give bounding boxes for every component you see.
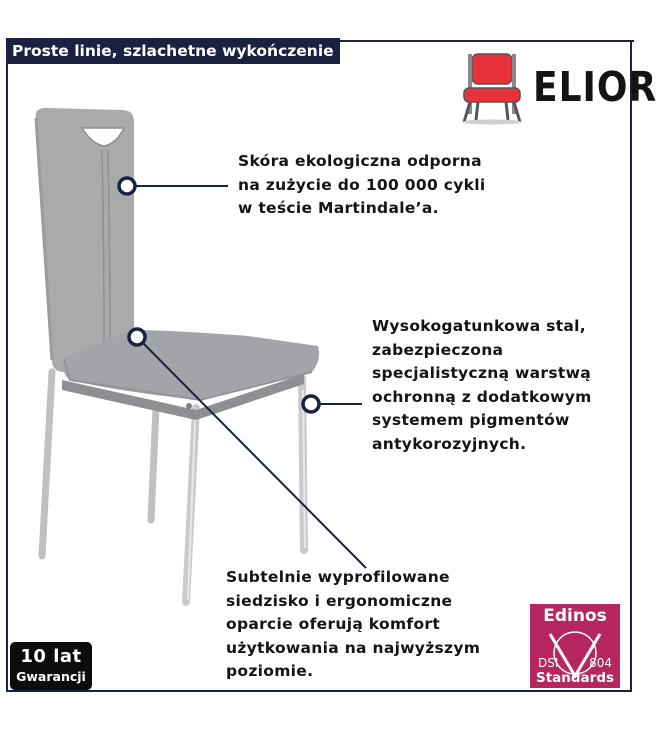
callout-marker-steel	[303, 396, 319, 412]
callout-line: Subtelnie wyprofilowane	[226, 568, 450, 586]
callout-line: poziomie.	[226, 662, 314, 680]
callout-marker-leather	[119, 178, 135, 194]
certificate-standard-right: 804	[589, 656, 612, 670]
callout-seat	[226, 566, 480, 684]
callout-line: Wysokogatunkowa stal,	[372, 317, 586, 335]
callout-line: oparcie oferują komfort	[226, 615, 441, 633]
callout-line: specjalistyczną warstwą	[372, 364, 591, 382]
certificate-badge	[530, 604, 620, 688]
warranty-badge	[10, 642, 92, 690]
warranty-years: 10 lat	[20, 646, 82, 667]
callout-line: na zużycie do 100 000 cykli	[238, 175, 486, 194]
callout-line: Skóra ekologiczna odporna	[238, 152, 482, 170]
callout-line: ochronną z dodatkowym	[372, 387, 592, 406]
callout-line: siedzisko i ergonomiczne	[226, 591, 453, 610]
callout-line: w teście Martindale’a.	[238, 199, 439, 217]
callout-line: systemem pigmentów	[372, 411, 570, 429]
brand-name: ELIOR	[533, 64, 657, 112]
callout-line: użytkowania na najwyższym	[226, 638, 481, 657]
warranty-label: Gwarancji	[16, 669, 86, 684]
callout-marker-seat	[129, 329, 145, 345]
callout-line: antykorozyjnych.	[372, 434, 527, 453]
callout-steel	[372, 315, 592, 456]
certificate-brand: Edinos	[543, 606, 607, 626]
callout-line: zabezpieczona	[372, 340, 504, 359]
certificate-standard-left: DSI	[538, 656, 559, 670]
callout-leather	[238, 150, 485, 221]
certificate-label: Standards	[535, 670, 615, 686]
page-title: Proste linie, szlachetne wykończenie	[6, 38, 340, 64]
